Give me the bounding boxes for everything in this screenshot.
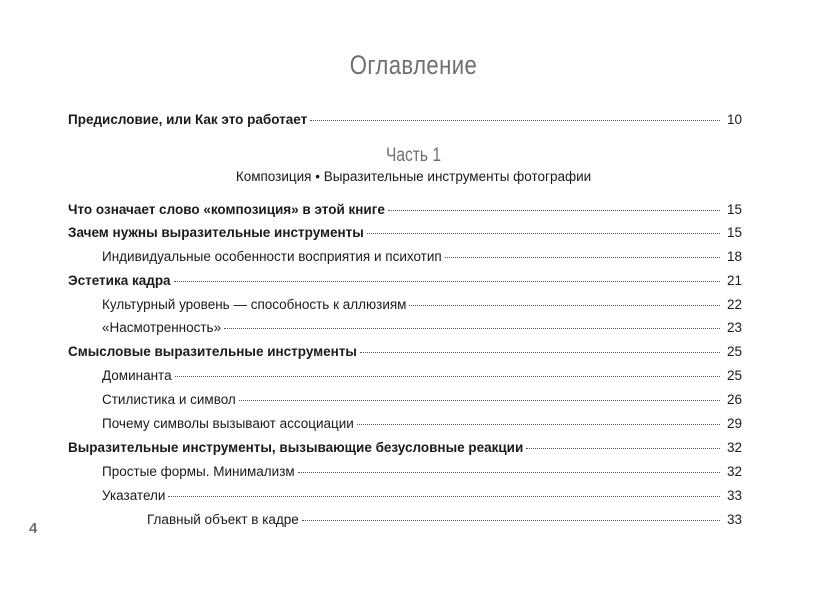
toc-entry-page: 33 xyxy=(726,512,742,527)
dot-leader xyxy=(388,209,720,211)
toc-subentry[interactable] xyxy=(102,390,742,410)
dot-leader xyxy=(357,423,720,425)
toc-entry-page: 22 xyxy=(726,297,742,312)
dot-leader xyxy=(168,495,720,497)
toc-entry-label: Выразительные инструменты, вызывающие безусловные реакции xyxy=(68,440,524,455)
dot-leader xyxy=(174,280,720,282)
toc-entry[interactable] xyxy=(68,200,742,220)
toc-subentry[interactable] xyxy=(102,462,742,482)
page-title: Оглавление xyxy=(349,50,478,80)
toc-entry[interactable] xyxy=(68,342,742,362)
toc-entry-page: 23 xyxy=(726,320,742,335)
toc-entry-page: 26 xyxy=(726,392,742,407)
toc-entry-page: 10 xyxy=(726,112,742,127)
toc-entry-label: Смысловые выразительные инструменты xyxy=(68,344,357,359)
dot-leader xyxy=(302,519,720,521)
toc-subentry[interactable] xyxy=(102,318,742,338)
toc-entry-page: 21 xyxy=(726,273,742,288)
toc-entry-page: 18 xyxy=(726,249,742,264)
part-subtitle: Композиция • Выразительные инструменты фотографии xyxy=(235,169,592,184)
toc-entry[interactable] xyxy=(68,223,742,243)
toc-entry-label: Предисловие, или Как это работает xyxy=(68,112,308,127)
toc-entry-label: «Насмотренность» xyxy=(102,320,222,335)
toc-entry-label: Что означает слово «композиция» в этой книге xyxy=(68,202,385,217)
toc-entry-page: 25 xyxy=(726,344,742,359)
toc-subentry[interactable] xyxy=(102,486,742,506)
dot-leader xyxy=(310,119,720,121)
toc-entry-page: 32 xyxy=(726,440,742,455)
toc-entry-label: Простые формы. Минимализм xyxy=(102,464,295,479)
toc-entry-page: 29 xyxy=(726,416,742,431)
toc-subentry[interactable] xyxy=(102,295,742,315)
dot-leader xyxy=(298,471,720,473)
toc-subentry[interactable] xyxy=(102,366,742,386)
dot-leader xyxy=(175,375,720,377)
toc-entry-page: 15 xyxy=(726,225,742,240)
toc-subentry[interactable] xyxy=(102,414,742,434)
toc-subsubentry[interactable] xyxy=(147,510,742,530)
toc-entry-page: 25 xyxy=(726,368,742,383)
toc-entry-label: Индивидуальные особенности восприятия и психотип xyxy=(102,249,442,264)
dot-leader xyxy=(445,256,720,258)
toc-entry-label: Доминанта xyxy=(102,368,172,383)
toc-entry-label: Культурный уровень — способность к аллюзиям xyxy=(102,297,407,312)
toc-entry-preface[interactable] xyxy=(68,110,742,130)
toc-subentry[interactable] xyxy=(102,247,742,267)
toc-entry-label: Стилистика и символ xyxy=(102,392,236,407)
part-heading: Часть 1 xyxy=(385,145,442,166)
toc-entry-label: Почему символы вызывают ассоциации xyxy=(102,416,354,431)
dot-leader xyxy=(224,327,720,329)
dot-leader xyxy=(526,447,720,449)
toc-entry-page: 33 xyxy=(726,488,742,503)
toc-entry-page: 15 xyxy=(726,202,742,217)
toc-entry-label: Указатели xyxy=(102,488,166,503)
dot-leader xyxy=(360,351,720,353)
toc-entry-label: Зачем нужны выразительные инструменты xyxy=(68,225,364,240)
toc-entry-label: Эстетика кадра xyxy=(68,273,171,288)
toc-entry[interactable] xyxy=(68,438,742,458)
toc-entry-page: 32 xyxy=(726,464,742,479)
dot-leader xyxy=(239,399,720,401)
page-number: 4 xyxy=(29,520,38,537)
toc-entry-label: Главный объект в кадре xyxy=(147,512,299,527)
dot-leader xyxy=(367,232,720,234)
dot-leader xyxy=(409,304,720,306)
toc-entry[interactable] xyxy=(68,271,742,291)
